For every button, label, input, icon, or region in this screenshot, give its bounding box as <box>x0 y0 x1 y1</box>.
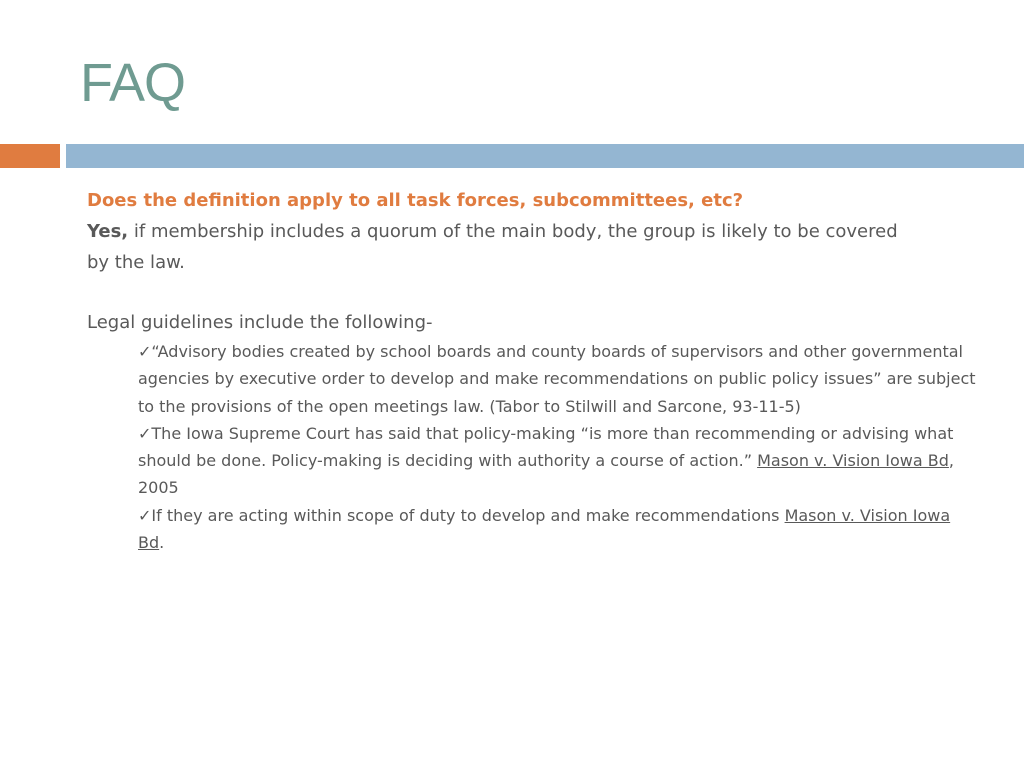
guideline-text: The Iowa Supreme Court has said that policy-making “is more than recommending or advising what should be done. Policy-making is deciding with authority a course of action.” <box>138 423 954 471</box>
list-item <box>138 420 978 502</box>
case-citation-link[interactable]: Mason v. Vision Iowa Bd <box>138 505 951 553</box>
list-item <box>138 502 978 557</box>
slide-content <box>87 186 987 556</box>
guideline-text-after: , 2005 <box>138 451 954 498</box>
checkmark-icon: ✓ <box>138 342 152 361</box>
guideline-text: If they are acting within scope of duty to develop and make recommendations <box>151 505 785 525</box>
guidelines-list <box>87 338 978 556</box>
faq-answer-text: if membership includes a quorum of the main body, the group is likely to be covered by the law. <box>87 221 898 273</box>
checkmark-icon: ✓ <box>138 505 152 525</box>
guideline-text-after: . <box>159 533 165 553</box>
guidelines-heading: Legal guidelines include the following- <box>87 312 433 333</box>
guideline-text: “Advisory bodies created by school boards and county boards of supervisors and other governmental agencies by executive order to develop and make recommendations on public policy issues” are subject to the provisions of the open meetings law. (Tabor to Stilwill and Sarcone, 93-11-5) <box>138 342 976 416</box>
faq-answer-lead: Yes, <box>87 221 129 242</box>
accent-band-orange <box>0 144 60 168</box>
faq-answer <box>87 216 917 278</box>
faq-question: Does the definition apply to all task forces, subcommittees, etc? <box>87 190 744 211</box>
slide-title: FAQ <box>80 53 186 113</box>
checkmark-icon: ✓ <box>138 423 152 443</box>
case-citation-link[interactable]: Mason v. Vision Iowa Bd <box>757 451 949 471</box>
accent-band-blue <box>66 144 1024 168</box>
list-item <box>138 338 978 420</box>
